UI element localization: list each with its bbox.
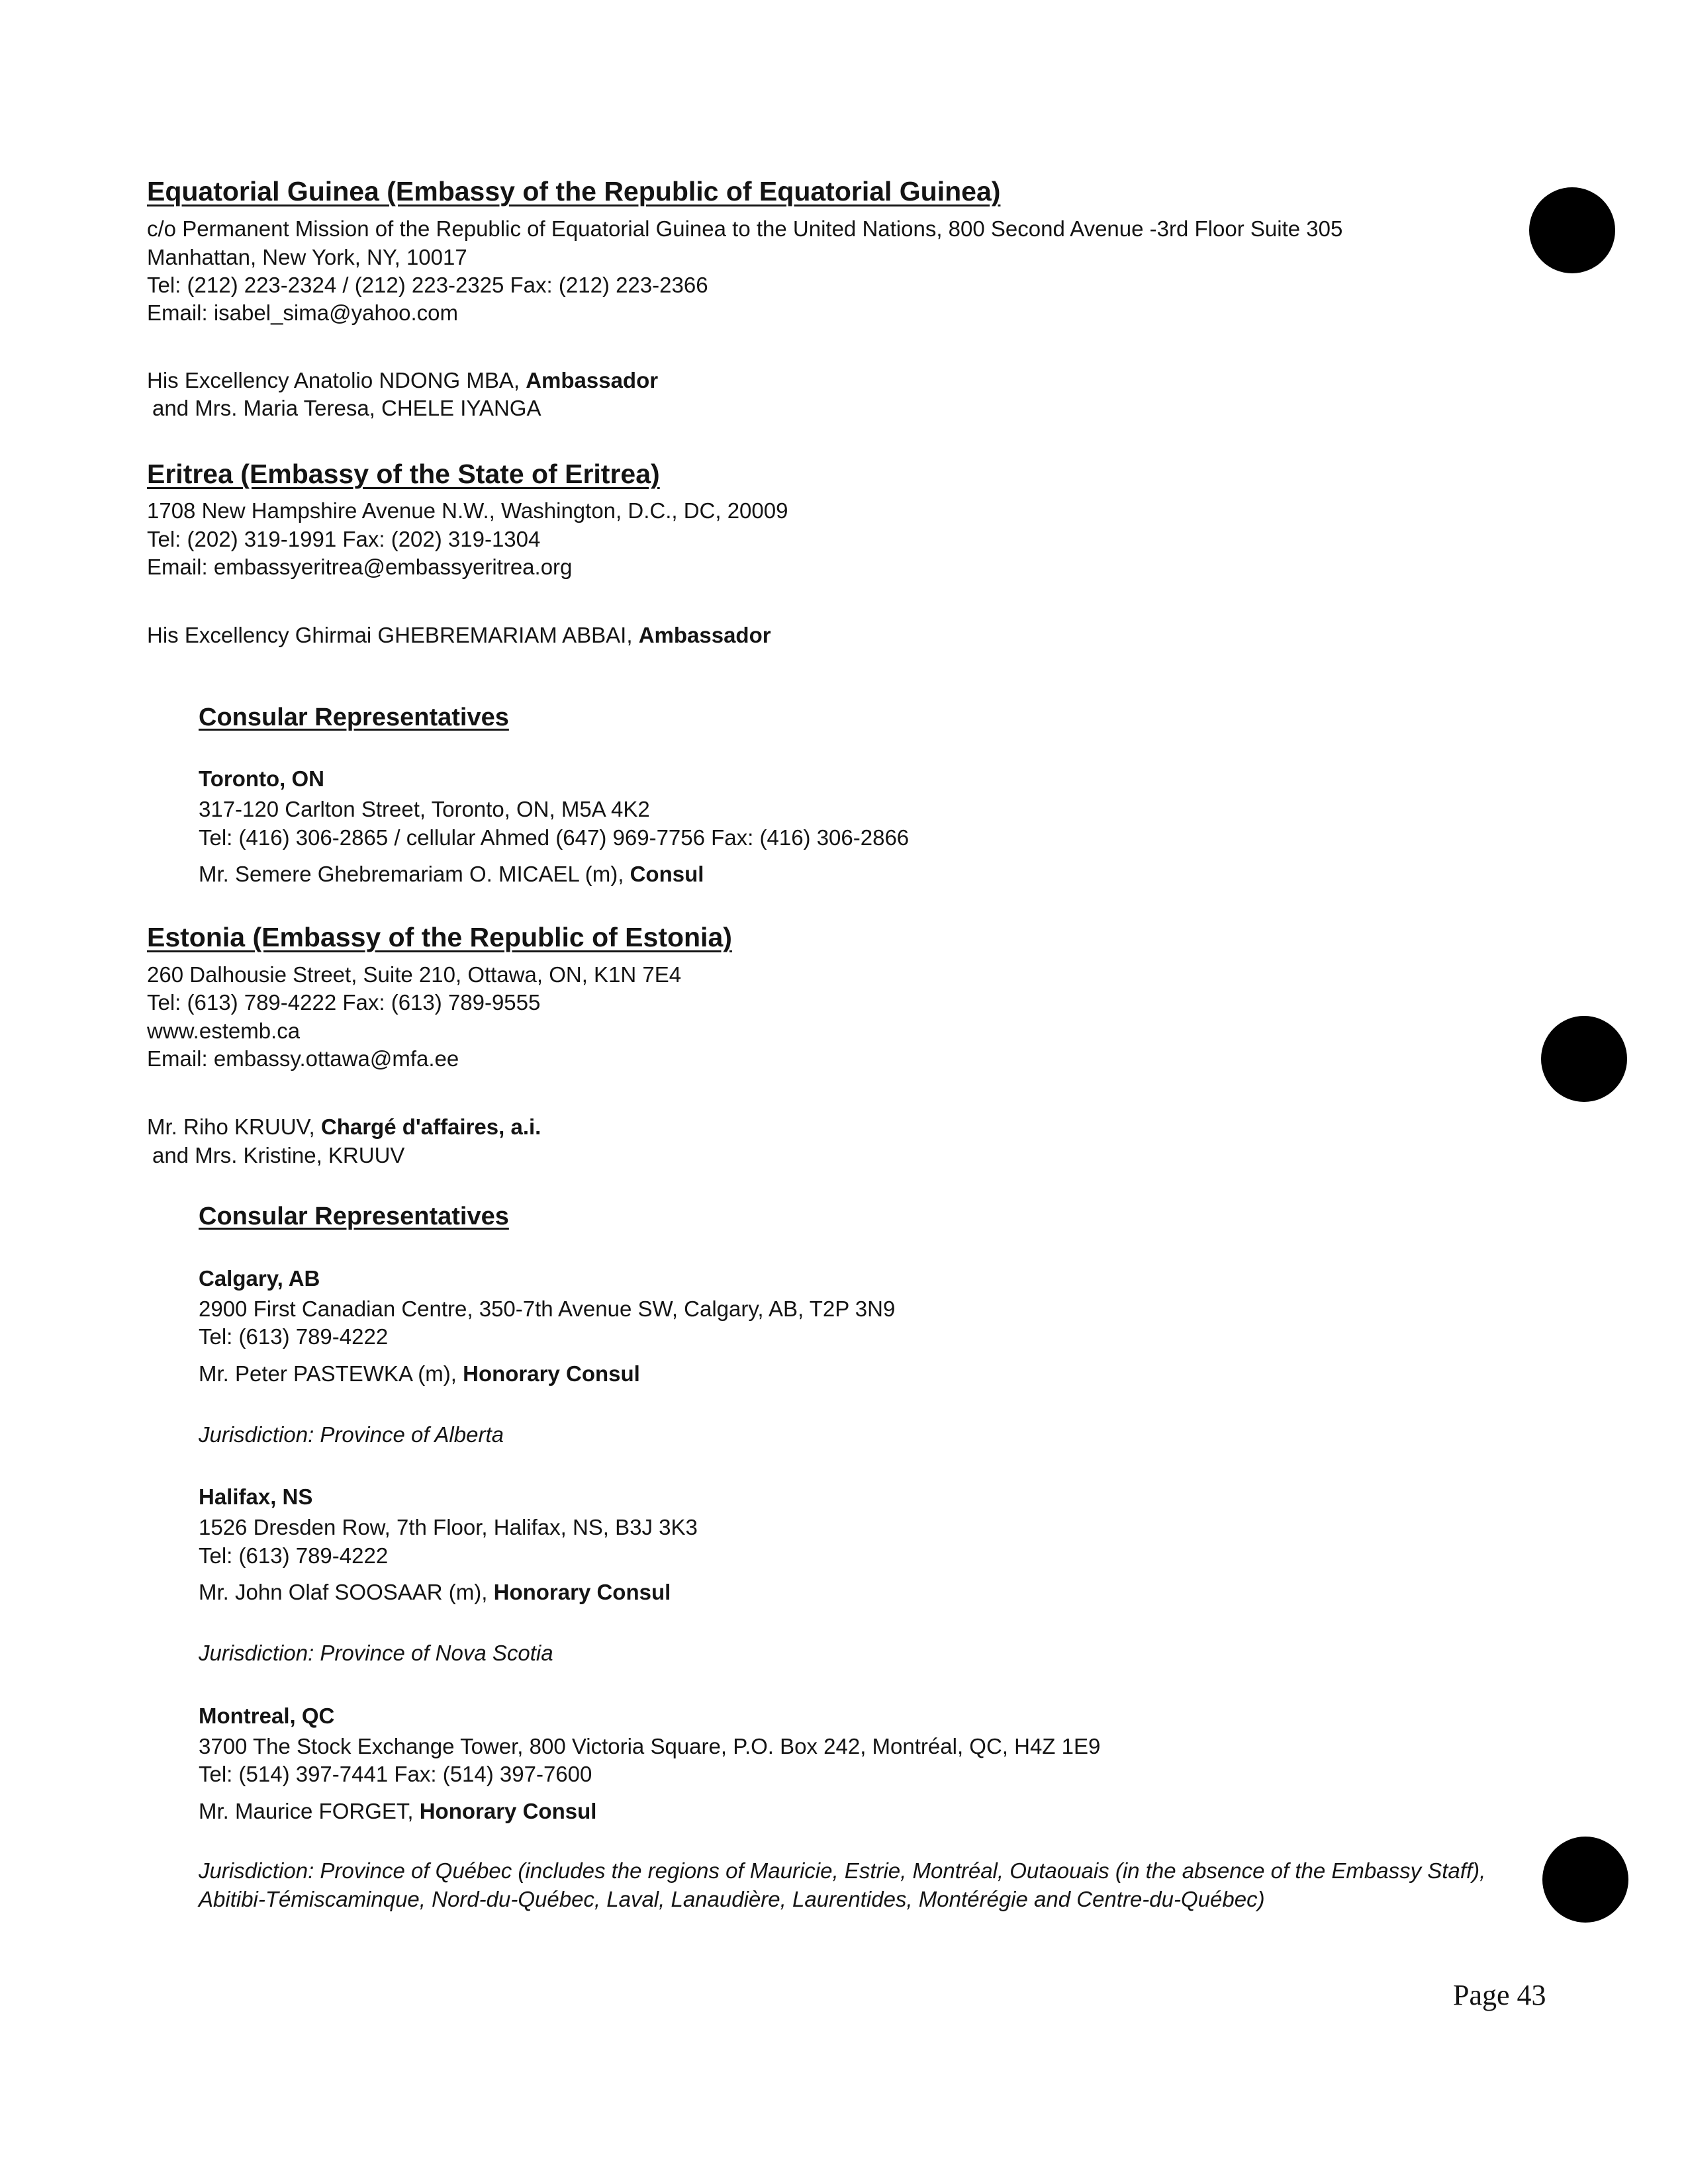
- representative-name: His Excellency Ghirmai GHEBREMARIAM ABBAI,: [147, 623, 639, 647]
- consulate-tel: Tel: (613) 789-4222: [199, 1324, 389, 1349]
- estonia-heading: Estonia (Embassy of the Republic of Estonia): [147, 922, 732, 952]
- consulate-representative: [199, 1798, 596, 1825]
- consulate-address: 1526 Dresden Row, 7th Floor, Halifax, NS, B3J 3K3: [199, 1515, 698, 1539]
- consulate-tel: Tel: (613) 789-4222: [199, 1543, 389, 1568]
- representative-title: Chargé d'affaires, a.i.: [320, 1115, 541, 1139]
- equatorial-guinea-spouse: and Mrs. Maria Teresa, CHELE IYANGA: [152, 396, 541, 420]
- representative-name: His Excellency Anatolio NDONG MBA,: [147, 368, 526, 392]
- representative-title: Honorary Consul: [493, 1580, 671, 1604]
- punch-hole-middle: [1541, 1016, 1627, 1102]
- representative-title: Consul: [630, 862, 704, 886]
- representative-title: Honorary Consul: [419, 1799, 597, 1823]
- equatorial-guinea-address-line2: Manhattan, New York, NY, 10017: [147, 245, 467, 269]
- eritrea-address: 1708 New Hampshire Avenue N.W., Washington, D.C., DC, 20009: [147, 498, 788, 523]
- equatorial-guinea-heading: Equatorial Guinea (Embassy of the Republic of Equatorial Guinea): [147, 176, 1001, 206]
- representative-title: Ambassador: [526, 368, 659, 392]
- punch-hole-top: [1529, 187, 1615, 273]
- consulate-representative: [199, 861, 704, 887]
- consulate-representative: [199, 1579, 671, 1606]
- estonia-address: 260 Dalhousie Street, Suite 210, Ottawa, ON, K1N 7E4: [147, 962, 682, 987]
- consulate-jurisdiction: Jurisdiction: Province of Nova Scotia: [199, 1641, 553, 1665]
- estonia-representative: [147, 1114, 541, 1140]
- representative-name: Mr. Riho KRUUV,: [147, 1115, 321, 1139]
- eritrea-email: Email: embassyeritrea@embassyeritrea.org: [147, 555, 573, 579]
- page-number: Page 43: [1453, 1979, 1546, 2011]
- consulate-city: Halifax, NS: [199, 1484, 313, 1509]
- consulate-tel: Tel: (416) 306-2865 / cellular Ahmed (647) 969-7756 Fax: (416) 306-2866: [199, 825, 910, 850]
- eritrea-heading: Eritrea (Embassy of the State of Eritrea): [147, 459, 660, 489]
- eritrea-consular-heading: Consular Representatives: [199, 704, 509, 731]
- estonia-tel: Tel: (613) 789-4222 Fax: (613) 789-9555: [147, 990, 541, 1015]
- equatorial-guinea-tel: Tel: (212) 223-2324 / (212) 223-2325 Fax: (212) 223-2366: [147, 273, 708, 297]
- consulate-address: 2900 First Canadian Centre, 350-7th Avenue SW, Calgary, AB, T2P 3N9: [199, 1297, 896, 1321]
- representative-title: Honorary Consul: [463, 1361, 640, 1386]
- representative-name: Mr. John Olaf SOOSAAR (m),: [199, 1580, 494, 1604]
- representative-name: Mr. Semere Ghebremariam O. MICAEL (m),: [199, 862, 630, 886]
- equatorial-guinea-representative: [147, 367, 658, 394]
- consulate-address: 317-120 Carlton Street, Toronto, ON, M5A 4K2: [199, 797, 650, 821]
- estonia-email: Email: embassy.ottawa@mfa.ee: [147, 1046, 459, 1071]
- punch-hole-bottom: [1542, 1837, 1628, 1923]
- consulate-city: Montreal, QC: [199, 1704, 335, 1728]
- consulate-address: 3700 The Stock Exchange Tower, 800 Victoria Square, P.O. Box 242, Montréal, QC, H4Z 1E9: [199, 1734, 1101, 1758]
- eritrea-tel: Tel: (202) 319-1991 Fax: (202) 319-1304: [147, 527, 541, 551]
- consulate-tel: Tel: (514) 397-7441 Fax: (514) 397-7600: [199, 1762, 592, 1786]
- consulate-city: Calgary, AB: [199, 1266, 320, 1291]
- representative-name: Mr. Peter PASTEWKA (m),: [199, 1361, 463, 1386]
- representative-title: Ambassador: [638, 623, 771, 647]
- eritrea-representative: [147, 622, 771, 649]
- estonia-consular-heading: Consular Representatives: [199, 1203, 509, 1230]
- representative-name: Mr. Maurice FORGET,: [199, 1799, 420, 1823]
- estonia-website: www.estemb.ca: [147, 1019, 301, 1043]
- consulate-jurisdiction: Jurisdiction: Province of Alberta: [199, 1422, 504, 1447]
- consulate-representative: [199, 1361, 640, 1387]
- consulate-jurisdiction: Jurisdiction: Province of Québec (includes the regions of Mauricie, Estrie, Montréal, Outaouais (in the absence of the Embassy Staff), Abitibi-Témiscaminque, Nord-du-Québec, Laval, Lanaudière, Laurentides, Montérégie and Centre-du-Québec): [199, 1858, 1486, 1911]
- estonia-spouse: and Mrs. Kristine, KRUUV: [152, 1143, 405, 1167]
- equatorial-guinea-email: Email: isabel_sima@yahoo.com: [147, 300, 459, 325]
- consulate-city: Toronto, ON: [199, 766, 325, 791]
- equatorial-guinea-address-line1: c/o Permanent Mission of the Republic of Equatorial Guinea to the United Nations, 800 Second Avenue -3rd Floor Suite 305: [147, 216, 1343, 241]
